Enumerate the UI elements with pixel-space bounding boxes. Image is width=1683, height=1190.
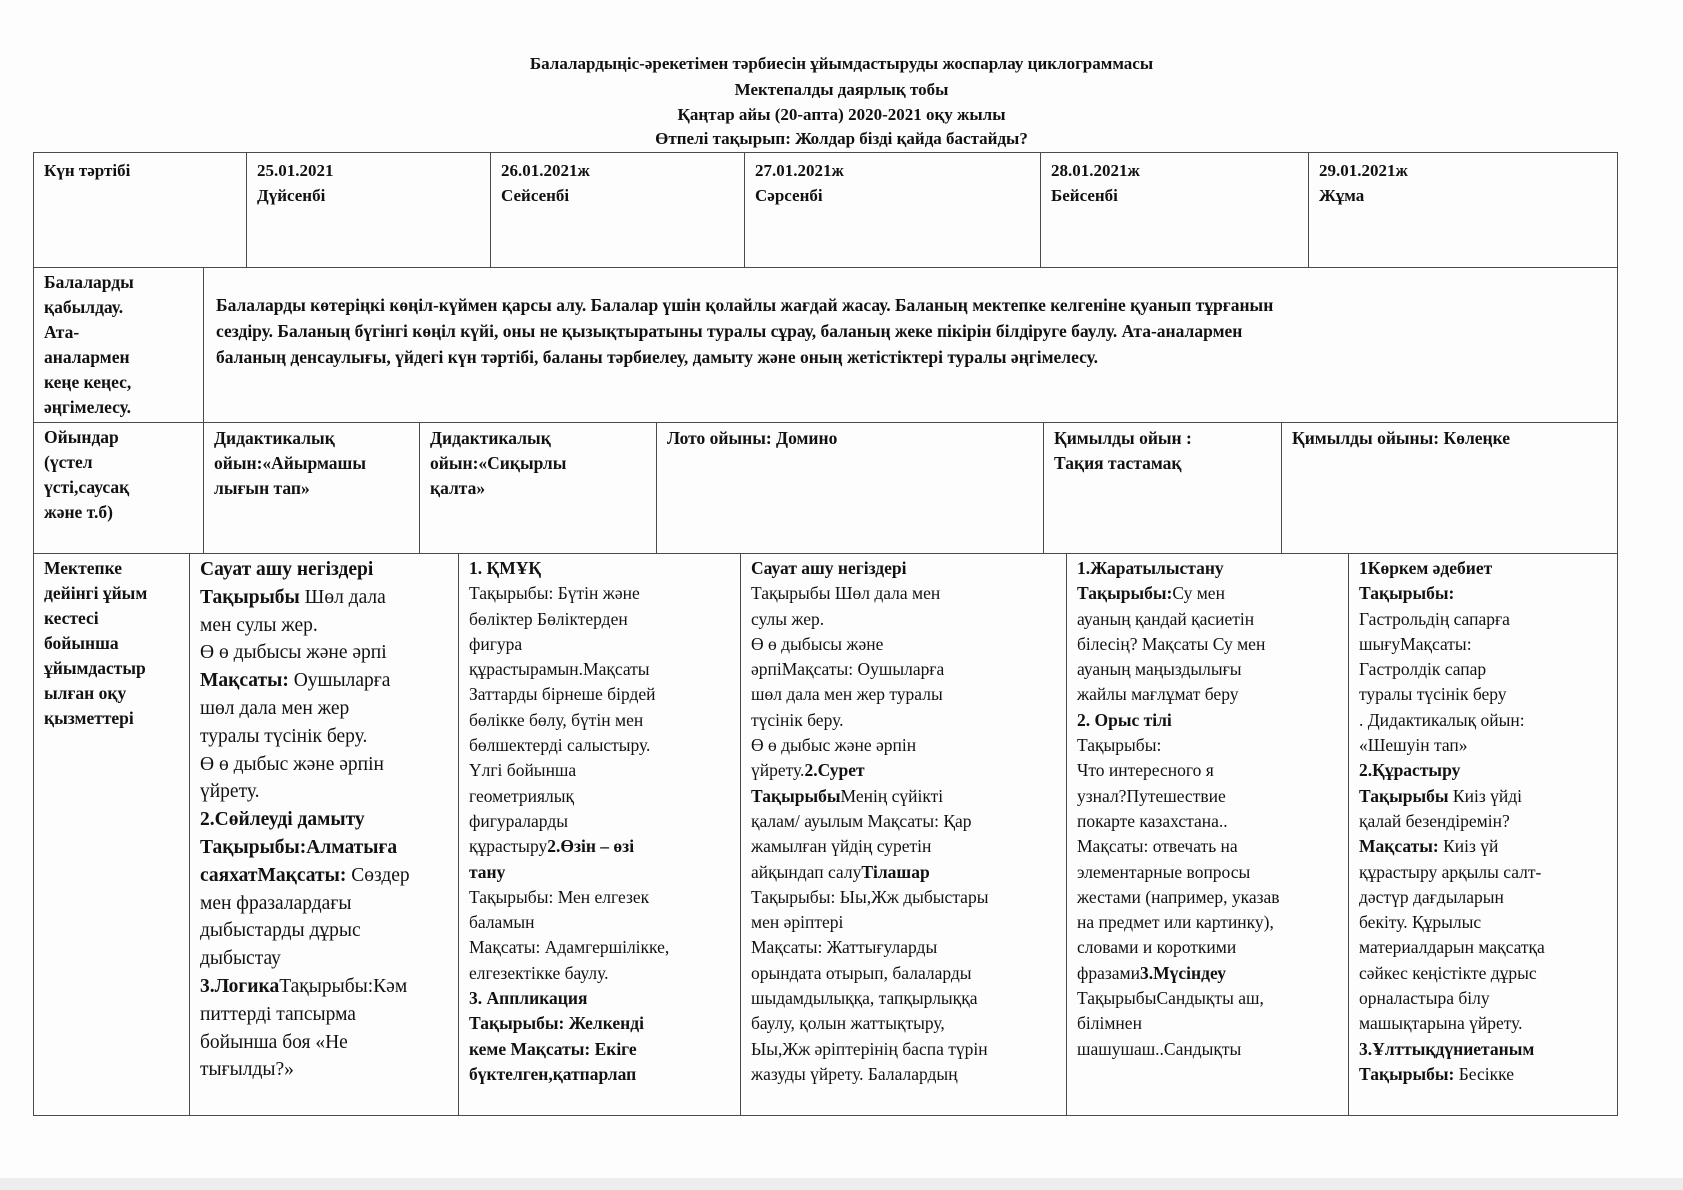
game-text-line: Дидактикалық (430, 428, 551, 448)
activity-text-line (200, 751, 448, 779)
label-line: үсті,саусақ (44, 477, 130, 497)
label-line: (үстел (44, 452, 93, 472)
title-line: Өтпелі тақырып: Жолдар бізді қайда бастайды? (655, 129, 1028, 148)
activity-text-line (200, 834, 448, 862)
activity-text-line (751, 657, 1056, 682)
header-label-cell (33, 152, 247, 268)
label-line: және т.б) (44, 502, 113, 522)
activity-text: Су мен (1172, 583, 1225, 604)
activity-heading: 2. Орыс тілі (1077, 709, 1172, 730)
label-line: ылған оқу (44, 683, 127, 703)
day-header-cell (1040, 152, 1309, 268)
activity-text-line (1077, 910, 1338, 935)
activity-text: құрастырамын.Мақсаты (469, 659, 650, 680)
activity-text: элементарные вопросы (1077, 861, 1251, 882)
activity-text-line (200, 778, 448, 806)
label-line: кестесі (44, 608, 99, 628)
label-line: қабылдау. (44, 297, 124, 317)
activity-text-line (200, 723, 448, 751)
activity-text-line (1359, 784, 1607, 809)
activity-heading: Тақырыбы: (1077, 583, 1173, 604)
activity-heading: 3.Логика (200, 975, 280, 997)
title-line: Балалардыңіс-әрекетімен тәрбиесін ұйымдастыруды жоспарлау циклограммасы (529, 54, 1154, 73)
reception-text-line: баланың денсаулығы, үйдегі күн тәртібі, баланы тәрбиелеу, дамыту және оның жетістіктері туралы әңгімелесу. (216, 347, 1098, 367)
activity-text: словами и короткими (1077, 937, 1237, 958)
activity-text-line (1359, 733, 1607, 758)
label-line: аналармен (44, 347, 130, 367)
game-text-line: Дидактикалық (214, 428, 335, 448)
label-line: бойынша (44, 633, 119, 653)
reception-label-cell (33, 267, 204, 423)
activity-text-line (469, 758, 730, 783)
activity-text: Гастрольдің сапарға (1359, 608, 1510, 629)
activity-text: айқындап салу (751, 861, 862, 882)
activity-text: мен фразалардағы (200, 892, 352, 914)
game-text-line: қалта» (430, 478, 486, 498)
activity-text-line (751, 632, 1056, 657)
activity-text: Шөл дала (299, 586, 386, 608)
activity-text: сәйкес кеңістікте дұрыс (1359, 962, 1537, 983)
activity-text-line (1359, 682, 1607, 707)
activity-text-line (1077, 986, 1338, 1011)
activity-text-line (200, 945, 448, 973)
activity-heading: 1. ҚМҰҚ (469, 558, 542, 578)
activity-text: Ыы,Жж әріптерінің баспа түрін (751, 1038, 988, 1059)
activity-text-line (751, 961, 1056, 986)
activity-text-line (1077, 885, 1338, 910)
activity-text: ТақырыбыСандықты аш, (1077, 988, 1264, 1009)
activity-text-line (1077, 607, 1338, 632)
activity-text: Что интересного я (1077, 760, 1214, 781)
activity-text: Бесікке (1454, 1063, 1514, 1084)
activity-text-line (751, 556, 1056, 581)
activity-text: орналастыра білу (1359, 988, 1490, 1009)
activity-text: . Дидактикалық ойын: (1359, 709, 1525, 730)
activity-heading: 3.Мүсіндеу (1139, 962, 1227, 983)
activity-text: ауаның қандай қасиетін (1077, 608, 1255, 629)
activity-text-line (469, 632, 730, 657)
activity-text: Мақсаты: отвечать на (1077, 836, 1238, 857)
activity-text: орындата отырып, балаларды (751, 962, 972, 983)
activity-heading: 2.Құрастыру (1359, 760, 1461, 781)
activity-text-line (1077, 708, 1338, 733)
game-cell (1043, 422, 1282, 554)
activity-text-line (469, 986, 730, 1011)
activity-heading: тану (469, 861, 506, 882)
activity-text: Мақсаты: Жаттығуларды (751, 937, 938, 958)
activity-text: Ө ө дыбысы және (751, 633, 884, 654)
activity-text-line (751, 733, 1056, 758)
activity-text: қалай безендіремін? (1359, 810, 1510, 831)
activity-text: шөл дала мен жер (200, 697, 350, 719)
activity-heading: 2.Сурет (804, 760, 865, 781)
activity-text-line (751, 910, 1056, 935)
activity-heading: Тақырыбы: (1359, 583, 1455, 604)
label-line: Мектепке (44, 558, 122, 578)
activity-text-line (1077, 733, 1338, 758)
label-line: Ойындар (44, 427, 119, 447)
activity-text-line (751, 809, 1056, 834)
label-line: Балаларды (44, 272, 134, 292)
activity-heading: кеме Мақсаты: Екіге (469, 1038, 637, 1059)
activity-text: бойынша боя «Не (200, 1031, 348, 1053)
activity-text: дәстүр дағдыларын (1359, 886, 1504, 907)
day-weekday: Дүйсенбі (257, 186, 326, 205)
activity-text: Тақырыбы: (1077, 735, 1162, 756)
activity-text-line (469, 607, 730, 632)
activity-text-line (751, 1062, 1056, 1087)
activity-heading: Тақырыбы (1359, 785, 1449, 806)
activity-text: Сөздер (346, 864, 410, 886)
activity-text-line (1359, 758, 1607, 783)
activity-text-line (1077, 1011, 1338, 1036)
activity-text: Мақсаты: Адамгершілікке, (469, 937, 670, 958)
activity-text-line (1359, 1037, 1607, 1062)
activity-text-line (469, 961, 730, 986)
activity-text-line (1359, 860, 1607, 885)
activity-text: шашушаш..Сандықты (1077, 1038, 1242, 1059)
activity-text: Гастролдік сапар (1359, 659, 1487, 680)
activity-text-line (751, 885, 1056, 910)
day-date: 27.01.2021ж (755, 161, 844, 180)
activity-text-line (469, 809, 730, 834)
activity-heading: Тілашар (861, 861, 930, 882)
game-cell (203, 422, 420, 554)
activity-text-line (200, 862, 448, 890)
activity-text-line (751, 708, 1056, 733)
day-header-cell (490, 152, 745, 268)
activity-text: Тақырыбы Шөл дала мен (751, 583, 941, 604)
activity-text-line (1359, 885, 1607, 910)
activity-text: Оушыларға (288, 670, 391, 692)
activity-heading: Тақырыбы: (1359, 1063, 1455, 1084)
day-date: 29.01.2021ж (1319, 161, 1408, 180)
activity-text-line (1359, 607, 1607, 632)
activity-text: жайлы мағлұмат беру (1077, 684, 1239, 705)
activity-heading: 2.Өзін – өзі (547, 836, 635, 857)
day-weekday: Бейсенбі (1051, 186, 1118, 205)
activity-text-line (1077, 809, 1338, 834)
activity-text: бөлікке бөлу, бүтін мен (469, 709, 644, 730)
activity-heading: Тақырыбы (751, 785, 841, 806)
activity-text-line (751, 682, 1056, 707)
activity-text-line (1077, 961, 1338, 986)
day-date: 26.01.2021ж (501, 161, 590, 180)
activity-text: геометриялық (469, 785, 574, 806)
activity-text-line (200, 890, 448, 918)
game-text-line: Тақия тастамақ (1054, 453, 1182, 473)
activity-text-line (1077, 784, 1338, 809)
activity-text-line (1359, 581, 1607, 606)
activity-text-line (1077, 632, 1338, 657)
activity-text-line (200, 1056, 448, 1084)
activity-heading: 3.Ұлттықдүниетаным (1359, 1038, 1535, 1059)
activity-text: баламын (469, 912, 535, 933)
label-line: ұйымдастыр (44, 658, 146, 678)
activity-text: туралы түсінік беру (1359, 684, 1507, 705)
activity-text: әрпіМақсаты: Оушыларға (751, 659, 945, 680)
activity-text-line (200, 973, 448, 1001)
game-text-line: ойын:«Сиқырлы (430, 453, 567, 473)
activity-heading: бүктелген,қатпарлап (469, 1063, 637, 1084)
activity-text-line (200, 556, 448, 584)
activity-text-line (200, 1001, 448, 1029)
activity-text-line (751, 607, 1056, 632)
activity-text: Ө ө дыбыс және әрпін (751, 735, 917, 756)
activity-text-line (469, 885, 730, 910)
activity-text: бекіту. Құрылыс (1359, 912, 1482, 933)
activity-text: бөлшектерді салыстыру. (469, 735, 651, 756)
game-cell (656, 422, 1044, 554)
activity-text: елгезектікке баулу. (469, 962, 609, 983)
activity-text-line (469, 733, 730, 758)
day-weekday: Жұма (1319, 186, 1365, 205)
activity-text: материалдарын мақсатқа (1359, 937, 1545, 958)
reception-text-line: сездіру. Баланың бүгінгі көңіл күйі, оны не қызықтыратыны туралы сұрау, баланың жеке пікірін білдіруге баулу. Ата-аналармен (216, 321, 1243, 341)
activity-text-line (469, 935, 730, 960)
activity-text-line (1359, 632, 1607, 657)
activity-text-line (469, 1062, 730, 1087)
activity-text-line (469, 581, 730, 606)
game-cell (419, 422, 657, 554)
day-date: 25.01.2021 (257, 161, 334, 180)
activity-text: туралы түсінік беру. (200, 725, 368, 747)
activity-text: мен әріптері (751, 912, 844, 933)
activity-cell (458, 553, 741, 1116)
day-header-cell (744, 152, 1041, 268)
activity-heading: Тақырыбы:Алматыға (200, 836, 398, 858)
activity-heading: 3. Аппликация (469, 988, 588, 1009)
activity-text-line (469, 1011, 730, 1036)
label-line: дейінгі ұйым (44, 583, 148, 603)
activity-text: шөл дала мен жер туралы (751, 684, 943, 705)
activity-text-line (1077, 1037, 1338, 1062)
activity-text-line (1077, 556, 1338, 581)
activity-heading: Сауат ашу негіздері (200, 559, 374, 580)
activity-text: баулу, қолын жаттықтыру, (751, 1013, 945, 1034)
page-edge (0, 1178, 1683, 1190)
activity-text-line (1359, 556, 1607, 581)
activity-heading: Мақсаты: (200, 670, 289, 692)
activity-text-line (1077, 860, 1338, 885)
activity-text-line (200, 917, 448, 945)
day-header-cell (246, 152, 491, 268)
game-text-line: лығын тап» (214, 478, 310, 498)
day-header-cell (1308, 152, 1618, 268)
activity-text-line (1077, 682, 1338, 707)
header-label: Күн тәртібі (44, 161, 131, 180)
game-text-line: Қимылды ойын : (1054, 428, 1192, 448)
activity-text: жестами (например, указав (1077, 886, 1280, 907)
activity-text-line (751, 784, 1056, 809)
activity-text-line (1077, 581, 1338, 606)
activity-text: Менің сүйікті (840, 785, 944, 806)
activity-text: Тақырыбы: Бүтін және (469, 583, 640, 604)
activity-text-line (469, 1037, 730, 1062)
activity-text-line (1077, 758, 1338, 783)
day-date: 28.01.2021ж (1051, 161, 1140, 180)
activity-text: білімнен (1077, 1013, 1142, 1034)
activity-text-line (469, 834, 730, 859)
activity-text: фразами (1077, 962, 1140, 983)
activity-text-line (200, 1029, 448, 1057)
game-text-line: Қимылды ойыны: Көлеңке (1292, 428, 1511, 448)
reception-text-line: Балаларды көтеріңкі көңіл-күймен қарсы алу. Балалар үшін қолайлы жағдай жасау. Баланың мектепке келгеніне қуанып тұрғанын (216, 295, 1274, 315)
label-line: қызметтері (44, 708, 134, 728)
activity-heading: 2.Сөйлеуді дамыту (200, 809, 365, 831)
activity-text: сулы жер. (751, 608, 825, 629)
activity-text-line (1359, 935, 1607, 960)
activity-text-line (200, 584, 448, 612)
activity-heading: 1Көркем әдебиет (1359, 558, 1493, 578)
activity-text: тығылды?» (200, 1059, 294, 1081)
activity-text: питтерді тапсырма (200, 1003, 356, 1025)
activity-text: ауаның маңыздылығы (1077, 659, 1242, 680)
activity-text-line (1077, 935, 1338, 960)
activity-text: түсінік беру. (751, 709, 844, 730)
activity-text: узнал?Путешествие (1077, 785, 1226, 806)
activity-text: Киіз үй (1438, 836, 1499, 857)
activity-text: Ө ө дыбысы және әрпі (200, 642, 387, 664)
activity-text-line (1359, 1011, 1607, 1036)
activity-text-line (200, 806, 448, 834)
activity-text: құрастыру (469, 836, 548, 857)
activity-text-line (751, 986, 1056, 1011)
activity-text-line (1077, 834, 1338, 859)
activity-heading: Тақырыбы (200, 586, 300, 608)
activity-text: фигураларды (469, 810, 568, 831)
games-label-cell (33, 422, 204, 554)
label-line: кеңе кеңес, (44, 372, 132, 392)
activity-text-line (1359, 986, 1607, 1011)
activity-text: Заттарды бірнеше бірдей (469, 684, 656, 705)
game-text-line: Лото ойыны: Домино (667, 428, 838, 448)
game-text-line: ойын:«Айырмашы (214, 453, 366, 473)
activity-text: машықтарына үйрету. (1359, 1013, 1523, 1034)
activity-cell (1066, 553, 1349, 1116)
activity-text: қалам/ ауылым Мақсаты: Қар (751, 810, 972, 831)
activity-text-line (200, 695, 448, 723)
activity-text: на предмет или картинку), (1077, 912, 1274, 933)
activity-text: дыбыстарды дұрыс (200, 920, 361, 942)
activity-text-line (469, 784, 730, 809)
activity-text-line (1359, 910, 1607, 935)
activity-text-line (751, 758, 1056, 783)
activity-text: Тақырыбы: Ыы,Жж дыбыстары (751, 886, 989, 907)
activity-text: дыбыстау (200, 948, 281, 970)
activity-text-line (1359, 1062, 1607, 1087)
activity-text-line (751, 581, 1056, 606)
activity-text: бөліктер Бөліктерден (469, 608, 628, 629)
activity-text-line (751, 1011, 1056, 1036)
activity-text: жазуды үйрету. Балалардың (751, 1063, 958, 1084)
activity-text-line (1077, 657, 1338, 682)
activity-cell (189, 553, 459, 1116)
activity-heading: 1.Жаратылыстану (1077, 558, 1224, 578)
activity-heading: саяхатМақсаты: (200, 864, 347, 886)
activity-text-line (469, 910, 730, 935)
activity-text: құрастыру арқылы салт- (1359, 861, 1542, 882)
activity-text: білесің? Мақсаты Су мен (1077, 633, 1266, 654)
title-line: Қаңтар айы (20-апта) 2020-2021 оқу жылы (677, 105, 1006, 124)
title-line: Мектепалды даярлық тобы (734, 80, 949, 99)
reception-text-cell (203, 267, 1618, 423)
activity-heading: Мақсаты: (1359, 836, 1439, 857)
activity-text: шыдамдылыққа, тапқырлыққа (751, 988, 978, 1009)
activity-text: шығуМақсаты: (1359, 633, 1472, 654)
activity-text: Тақырыбы: Мен елгезек (469, 886, 650, 907)
activity-heading: Сауат ашу негіздері (751, 558, 907, 578)
activity-heading: Тақырыбы: Желкенді (469, 1013, 644, 1034)
activity-text-line (200, 639, 448, 667)
activities-label-cell (33, 553, 190, 1116)
activity-text: покарте казахстана.. (1077, 810, 1228, 831)
activity-text: мен сулы жер. (200, 614, 318, 636)
activity-cell (740, 553, 1067, 1116)
activity-text: Киіз үйді (1448, 785, 1522, 806)
label-line: Ата- (44, 322, 80, 342)
activity-text-line (200, 612, 448, 640)
activity-text-line (751, 935, 1056, 960)
label-line: әңгімелесу. (44, 397, 132, 417)
activity-text-line (469, 708, 730, 733)
activity-text-line (1359, 657, 1607, 682)
day-weekday: Сәрсенбі (755, 186, 823, 205)
activity-text: Үлгі бойынша (469, 760, 577, 781)
activity-text: жамылған үйдің суретін (751, 836, 932, 857)
activity-text-line (751, 1037, 1056, 1062)
activity-text: Тақырыбы:Кәм (279, 975, 408, 997)
activity-cell (1348, 553, 1618, 1116)
activity-text-line (1359, 809, 1607, 834)
activity-text-line (1359, 834, 1607, 859)
activity-text-line (469, 860, 730, 885)
activity-text: фигура (469, 633, 523, 654)
day-weekday: Сейсенбі (501, 186, 570, 205)
activity-text: үйрету. (751, 760, 805, 781)
activity-text-line (1359, 961, 1607, 986)
activity-text-line (200, 667, 448, 695)
activity-text-line (751, 860, 1056, 885)
activity-text: үйрету. (200, 781, 260, 803)
game-cell (1281, 422, 1618, 554)
activity-text-line (469, 556, 730, 581)
activity-text-line (1359, 708, 1607, 733)
activity-text-line (469, 682, 730, 707)
activity-text-line (469, 657, 730, 682)
activity-text: «Шешуін тап» (1359, 735, 1468, 756)
activity-text: Ө ө дыбыс және әрпін (200, 753, 384, 775)
activity-text-line (751, 834, 1056, 859)
